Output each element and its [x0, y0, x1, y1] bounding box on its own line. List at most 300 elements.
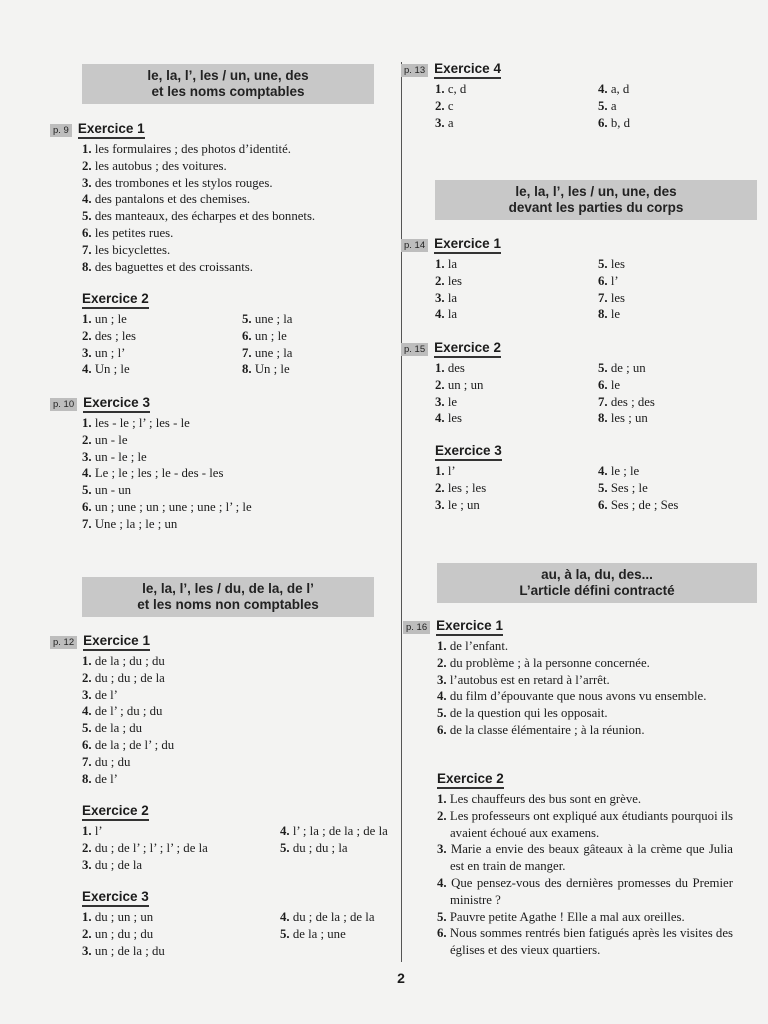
answer-item	[437, 722, 733, 739]
answer-item	[435, 256, 598, 273]
exercise-title: Exercice 1	[83, 633, 150, 651]
answer-item	[280, 840, 395, 857]
answer-item	[82, 191, 370, 208]
answer-list	[401, 81, 741, 131]
page-number: 2	[397, 970, 405, 986]
answer-text: des ; des	[610, 394, 655, 409]
answer-item	[435, 290, 598, 307]
answer-item	[435, 394, 598, 411]
answer-item	[598, 360, 741, 377]
answer-text: les - le ; l’ ; les - le	[94, 416, 190, 430]
answer-text: Marie a envie des beaux gâteaux à la crème que Julia est en train de manger.	[450, 842, 733, 874]
answer-number: 2.	[82, 840, 92, 855]
answer-number: 2.	[82, 670, 92, 685]
answer-text: a	[447, 115, 454, 130]
answer-number: 3.	[437, 672, 447, 687]
answer-item	[435, 273, 598, 290]
answer-item	[598, 81, 741, 98]
exercise-title: Exercice 1	[434, 236, 501, 254]
answer-item	[82, 737, 380, 754]
answer-number: 8.	[598, 307, 608, 322]
answer-item	[82, 311, 242, 328]
answer-text: du ; du ; la	[292, 840, 348, 855]
answer-number: 1.	[435, 361, 445, 375]
answer-number: 1.	[82, 312, 92, 326]
answer-number: 1.	[82, 824, 92, 838]
answer-number: 5.	[242, 312, 252, 326]
answer-number: 5.	[280, 840, 290, 855]
answer-number: 5.	[598, 257, 608, 271]
answer-number: 7.	[82, 516, 92, 531]
exercise-title: Exercice 2	[434, 340, 501, 358]
section-title-line: L’article défini contracté	[519, 583, 675, 598]
answer-text: b, d	[610, 115, 631, 130]
answer-item	[435, 115, 598, 132]
answer-item	[598, 115, 741, 132]
answer-number: 2.	[435, 273, 445, 288]
answer-list	[50, 823, 395, 873]
answer-number: 2.	[437, 655, 447, 670]
answer-item	[598, 463, 741, 480]
section-banner	[437, 563, 757, 603]
answer-number: 5.	[437, 706, 447, 721]
answer-number: 4.	[82, 192, 92, 207]
answer-item	[435, 497, 598, 514]
answer-item	[435, 360, 598, 377]
answer-item	[280, 926, 395, 943]
answer-number: 6.	[598, 497, 608, 512]
page-reference: p. 15	[401, 343, 428, 356]
answer-item	[82, 754, 380, 771]
page-reference: p. 13	[401, 64, 428, 77]
answer-number: 6.	[82, 225, 92, 240]
answer-text: des trombones et les stylos rouges.	[94, 175, 273, 190]
answer-number: 4.	[280, 824, 290, 838]
answer-number: 7.	[598, 290, 608, 305]
answer-number: 4.	[598, 464, 608, 478]
answer-item	[280, 909, 395, 926]
answer-item	[82, 225, 370, 242]
answer-item	[82, 687, 380, 704]
answer-number: 4.	[82, 466, 92, 481]
exercise-header	[50, 395, 370, 413]
answer-item	[82, 449, 370, 466]
exercise-header	[50, 803, 395, 821]
answer-text: l’	[447, 464, 456, 478]
answer-text: des baguettes et des croissants.	[94, 259, 253, 274]
answer-number: 4.	[437, 689, 447, 704]
answer-item	[82, 175, 370, 192]
answer-text: les	[447, 411, 463, 426]
section-title-line: et les noms comptables	[151, 84, 305, 99]
answer-text: Un ; le	[94, 362, 130, 377]
answer-number: 8.	[82, 771, 92, 786]
answer-number: 4.	[435, 411, 445, 426]
answer-text: le	[610, 377, 621, 392]
answer-item	[598, 497, 741, 514]
answer-number: 6.	[437, 722, 447, 737]
answer-item	[435, 410, 598, 427]
answer-number: 2.	[82, 926, 92, 941]
exercise-header	[401, 61, 741, 79]
answer-item	[82, 499, 370, 516]
exercise-title: Exercice 3	[82, 889, 149, 907]
answer-number: 6.	[598, 273, 608, 288]
answer-number: 2.	[437, 808, 447, 823]
answer-item	[435, 463, 598, 480]
answer-list	[50, 311, 370, 378]
answer-text: de ; un	[610, 361, 646, 375]
answer-item	[82, 926, 280, 943]
answer-number: 4.	[598, 82, 608, 96]
page-reference: p. 14	[401, 239, 428, 252]
answer-item	[598, 256, 741, 273]
answer-text: des	[447, 361, 465, 375]
answer-text: un ; le	[94, 312, 127, 326]
answer-text: du film d’épouvante que nous avons vu ensemble.	[449, 689, 707, 704]
answer-item	[598, 290, 741, 307]
exercise-header	[401, 236, 741, 254]
answer-text: de l’ ; du ; du	[94, 704, 163, 719]
answer-number: 3.	[82, 449, 92, 464]
answer-number: 3.	[82, 687, 92, 702]
answer-number: 1.	[82, 654, 92, 668]
answer-text: les formulaires ; des photos d’identité.	[94, 142, 291, 156]
answer-item	[82, 361, 242, 378]
answer-item	[82, 943, 280, 960]
answer-text: un ; de la ; du	[94, 943, 165, 958]
answer-text: du ; un ; un	[94, 910, 154, 924]
answer-number: 3.	[435, 394, 445, 409]
answer-text: Les professeurs ont expliqué aux étudiants pourquoi ils avaient échoué aux examens.	[449, 808, 733, 840]
exercise-title: Exercice 3	[435, 443, 502, 461]
answer-text: un ; l’	[94, 345, 126, 360]
answer-text: de la ; une	[292, 926, 346, 941]
answer-number: 3.	[435, 115, 445, 130]
exercise-block	[401, 340, 741, 427]
answer-number: 5.	[437, 909, 447, 924]
exercise-block	[50, 803, 395, 873]
answer-item	[437, 688, 733, 705]
answer-item	[82, 208, 370, 225]
answer-number: 2.	[82, 432, 92, 447]
exercise-header	[50, 121, 370, 139]
answer-number: 6.	[82, 499, 92, 514]
exercise-header	[50, 889, 395, 907]
answer-text: la	[447, 257, 458, 271]
answer-item	[437, 909, 733, 926]
answer-number: 6.	[242, 328, 252, 343]
answer-item	[82, 840, 280, 857]
answer-item	[598, 394, 741, 411]
answer-number: 4.	[82, 362, 92, 377]
answer-item	[598, 480, 741, 497]
answer-text: de l’	[94, 771, 118, 786]
answer-item	[82, 259, 370, 276]
answer-item	[82, 823, 280, 840]
answer-number: 1.	[437, 792, 447, 806]
exercise-header	[403, 771, 733, 789]
answer-text: de la ; de l’ ; du	[94, 737, 175, 752]
answer-item	[242, 361, 370, 378]
answer-text: l’autobus est en retard à l’arrêt.	[449, 672, 610, 687]
answer-number: 6.	[82, 737, 92, 752]
answer-item	[437, 875, 733, 909]
answer-number: 5.	[598, 98, 608, 113]
page-reference: p. 12	[50, 636, 77, 649]
answer-number: 8.	[82, 259, 92, 274]
answer-text: Un ; le	[254, 362, 290, 377]
answer-text: Nous sommes rentrés bien fatigués après les visites des églises et des vieux quartiers.	[449, 926, 733, 958]
answer-text: une ; la	[254, 345, 293, 360]
answer-number: 7.	[82, 754, 92, 769]
answer-number: 5.	[82, 209, 92, 224]
answer-number: 5.	[82, 721, 92, 736]
answer-item	[598, 410, 741, 427]
answer-number: 4.	[435, 307, 445, 322]
exercise-block	[401, 443, 741, 513]
answer-item	[598, 377, 741, 394]
answer-item	[280, 943, 395, 960]
answer-text: Ses ; le	[610, 480, 648, 495]
answer-item	[82, 328, 242, 345]
answer-text: les petites rues.	[94, 225, 174, 240]
answer-text: le	[610, 307, 621, 322]
answer-item	[82, 415, 370, 432]
answer-item	[82, 703, 380, 720]
exercise-block	[50, 395, 370, 533]
answer-item	[435, 306, 598, 323]
answer-number: 6.	[437, 926, 447, 941]
answer-text: les ; un	[610, 411, 648, 426]
exercise-header	[401, 340, 741, 358]
answer-item	[437, 841, 733, 875]
exercise-block	[401, 236, 741, 323]
answer-text: a	[610, 98, 617, 113]
answer-number: 8.	[242, 362, 252, 377]
exercise-title: Exercice 2	[82, 291, 149, 309]
exercise-block	[403, 618, 733, 739]
answer-item	[82, 465, 370, 482]
answer-item	[437, 655, 733, 672]
answer-list	[50, 415, 370, 533]
exercise-header	[50, 633, 380, 651]
page-reference: p. 10	[50, 398, 77, 411]
answer-item	[82, 242, 370, 259]
answer-number: 5.	[82, 483, 92, 498]
answer-text: un - le ; le	[94, 449, 147, 464]
answer-text: Pauvre petite Agathe ! Elle a mal aux oreilles.	[449, 909, 685, 924]
answer-list	[401, 463, 741, 513]
exercise-title: Exercice 2	[82, 803, 149, 821]
answer-number: 5.	[598, 361, 608, 375]
exercise-header	[50, 291, 370, 309]
answer-number: 3.	[437, 842, 447, 857]
answer-text: le ; un	[447, 497, 480, 512]
answer-text: Le ; le ; les ; le - des - les	[94, 466, 224, 481]
exercise-block	[403, 771, 733, 959]
answer-number: 2.	[435, 377, 445, 392]
answer-number: 4.	[280, 910, 290, 924]
answer-text: les ; les	[447, 480, 487, 495]
answer-number: 2.	[435, 480, 445, 495]
answer-item	[598, 306, 741, 323]
answer-item	[242, 311, 370, 328]
answer-number: 7.	[242, 345, 252, 360]
exercise-block	[50, 889, 395, 959]
answer-text: du problème ; à la personne concernée.	[449, 655, 650, 670]
answer-item	[242, 345, 370, 362]
answer-number: 4.	[82, 704, 92, 719]
answer-item	[435, 377, 598, 394]
answer-text: c	[447, 98, 454, 113]
answer-text: la	[447, 290, 458, 305]
answer-number: 1.	[435, 257, 445, 271]
answer-text: un ; un	[447, 377, 484, 392]
answer-number: 6.	[598, 115, 608, 130]
answer-item	[437, 925, 733, 959]
answer-number: 3.	[82, 857, 92, 872]
answer-number: 4.	[437, 875, 447, 890]
answer-number: 3.	[435, 290, 445, 305]
answer-item	[82, 771, 380, 788]
section-banner	[82, 577, 374, 617]
answer-item	[242, 328, 370, 345]
exercise-header	[401, 443, 741, 461]
answer-number: 3.	[435, 497, 445, 512]
exercise-block	[50, 291, 370, 378]
answer-text: un ; une ; un ; une ; une ; l’ ; le	[94, 499, 252, 514]
answer-text: des manteaux, des écharpes et des bonnets.	[94, 209, 316, 224]
answer-item	[280, 857, 395, 874]
answer-list	[50, 909, 395, 959]
answer-text: des pantalons et des chemises.	[94, 192, 251, 207]
answer-list	[401, 360, 741, 427]
answer-text: de la ; du	[94, 721, 143, 736]
answer-text: un - le	[94, 432, 128, 447]
section-title-line: devant les parties du corps	[508, 200, 684, 215]
answer-item	[435, 480, 598, 497]
section-banner	[435, 180, 757, 220]
answer-text: les	[610, 257, 626, 271]
answer-list	[403, 638, 733, 739]
answer-item	[82, 516, 370, 533]
answer-item	[437, 705, 733, 722]
answer-item	[82, 141, 370, 158]
answer-number: 2.	[82, 328, 92, 343]
section-title-line: le, la, l’, les / un, une, des	[147, 68, 309, 83]
page-reference: p. 9	[50, 124, 72, 137]
answer-item	[598, 273, 741, 290]
answer-number: 3.	[82, 175, 92, 190]
answer-item	[437, 638, 733, 655]
answer-text: de l’enfant.	[449, 639, 509, 653]
answer-number: 5.	[598, 480, 608, 495]
answer-text: de l’	[94, 687, 118, 702]
exercise-header	[403, 618, 733, 636]
answer-item	[82, 158, 370, 175]
answer-text: a, d	[610, 82, 630, 96]
exercise-block	[50, 121, 370, 275]
answer-number: 3.	[82, 943, 92, 958]
answer-text: une ; la	[254, 312, 293, 326]
answer-item	[435, 98, 598, 115]
answer-item	[82, 909, 280, 926]
answer-item	[82, 653, 380, 670]
answer-list	[403, 791, 733, 959]
exercise-title: Exercice 1	[436, 618, 503, 636]
answer-number: 7.	[82, 242, 92, 257]
answer-text: de la ; du ; du	[94, 654, 165, 668]
answer-number: 1.	[82, 142, 92, 156]
answer-text: de la question qui les opposait.	[449, 706, 608, 721]
answer-text: Ses ; de ; Ses	[610, 497, 679, 512]
answer-text: des ; les	[94, 328, 137, 343]
answer-text: le	[447, 394, 458, 409]
answer-item	[82, 345, 242, 362]
section-title-line: le, la, l’, les / un, une, des	[515, 184, 677, 199]
answer-number: 3.	[82, 345, 92, 360]
answer-number: 1.	[435, 464, 445, 478]
answer-item	[280, 823, 395, 840]
answer-text: Que pensez-vous des dernières promesses du Premier ministre ?	[450, 875, 733, 907]
answer-item	[82, 482, 370, 499]
exercise-block	[401, 61, 741, 131]
answer-item	[437, 672, 733, 689]
section-title-line: le, la, l’, les / du, de la, de l’	[142, 581, 314, 596]
answer-item	[82, 720, 380, 737]
answer-list	[401, 256, 741, 323]
answer-text: un ; le	[254, 328, 287, 343]
answer-item	[82, 857, 280, 874]
section-title-line: au, à la, du, des...	[541, 567, 653, 582]
answer-number: 1.	[82, 910, 92, 924]
answer-number: 7.	[598, 394, 608, 409]
answer-number: 2.	[435, 98, 445, 113]
exercise-block	[50, 633, 380, 787]
answer-list	[50, 653, 380, 787]
answer-text: les	[447, 273, 463, 288]
answer-item	[82, 670, 380, 687]
section-banner	[82, 64, 374, 104]
answer-text: du ; du	[94, 754, 131, 769]
answer-item	[437, 808, 733, 842]
answer-text: la	[447, 307, 458, 322]
answer-text: c, d	[447, 82, 467, 96]
exercise-title: Exercice 4	[434, 61, 501, 79]
exercise-title: Exercice 2	[437, 771, 504, 789]
answer-text: Une ; la ; le ; un	[94, 516, 178, 531]
answer-text: les	[610, 290, 626, 305]
answer-text: Les chauffeurs des bus sont en grève.	[449, 792, 642, 806]
answer-number: 5.	[280, 926, 290, 941]
answer-list	[50, 141, 370, 275]
exercise-title: Exercice 1	[78, 121, 145, 139]
answer-number: 2.	[82, 158, 92, 173]
answer-text: du ; de l’ ; l’ ; l’ ; de la	[94, 840, 208, 855]
answer-text: un ; du ; du	[94, 926, 154, 941]
answer-text: un - un	[94, 483, 132, 498]
answer-text: les autobus ; des voitures.	[94, 158, 227, 173]
answer-item	[437, 791, 733, 808]
page-reference: p. 16	[403, 621, 430, 634]
answer-text: du ; du ; de la	[94, 670, 165, 685]
answer-text: l’	[610, 273, 619, 288]
section-title-line: et les noms non comptables	[137, 597, 319, 612]
answer-text: du ; de la ; de la	[292, 910, 375, 924]
answer-number: 1.	[437, 639, 447, 653]
answer-text: l’ ; la ; de la ; de la	[292, 824, 388, 838]
